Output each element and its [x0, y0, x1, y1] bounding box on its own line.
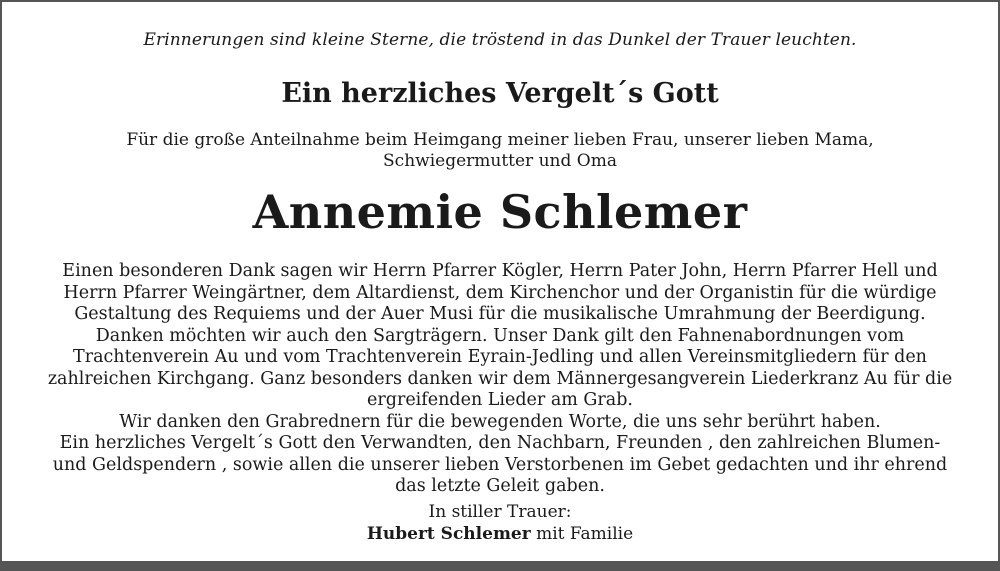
thank-you-heading: Ein herzliches Vergelt´s Gott [281, 78, 719, 109]
signature-name: Hubert Schlemer [366, 524, 531, 544]
intro-text [62, 130, 938, 172]
signature-line [2, 524, 998, 544]
body-text [42, 261, 958, 498]
body-paragraph-4: Ein herzliches Vergelt´s Gott den Verwandten, den Nachbarn, Freunden , den zahlreichen Blumen- und Geldspendern , sowie allen die unserer lieben Verstorbenen im Gebet gedachten und ihr ehrend das letzte Geleit gaben. [52, 433, 948, 496]
body-paragraph-3: Wir danken den Grabrednern für die bewegenden Worte, die uns sehr berührt haben. [119, 411, 881, 432]
body-paragraph-1: Einen besonderen Dank sagen wir Herrn Pfarrer Kögler, Herrn Pater John, Herrn Pfarrer Hell und Herrn Pfarrer Weingärtner, dem Altardienst, dem Kirchenchor und der Organistin für die würdige Gestaltung des Requiems und der Auer Musi für die musikalische Umrahmung der Beerdigung. [62, 261, 938, 324]
signature-intro: In stiller Trauer: [428, 502, 572, 522]
motto: Erinnerungen sind kleine Sterne, die tröstend in das Dunkel der Trauer leuchten. [143, 30, 857, 50]
intro-line-1: Für die große Anteilnahme beim Heimgang meiner lieben Frau, unserer lieben Mama, [126, 130, 874, 150]
signature-suffix: mit Familie [536, 524, 634, 544]
intro-line-2: Schwiegermutter und Oma [383, 151, 617, 171]
body-paragraph-2: Danken möchten wir auch den Sargträgern. Unser Dank gilt den Fahnenabordnungen vom Trachtenverein Au und vom Trachtenverein Eyrain-Jedling und allen Vereinsmitgliedern für den zahlreichen Kirchgang. Ganz besonders danken wir dem Männergesangverein Liederkranz Au für die ergreifenden Lieder am Grab. [47, 325, 953, 410]
deceased-name: Annemie Schlemer [252, 185, 748, 239]
